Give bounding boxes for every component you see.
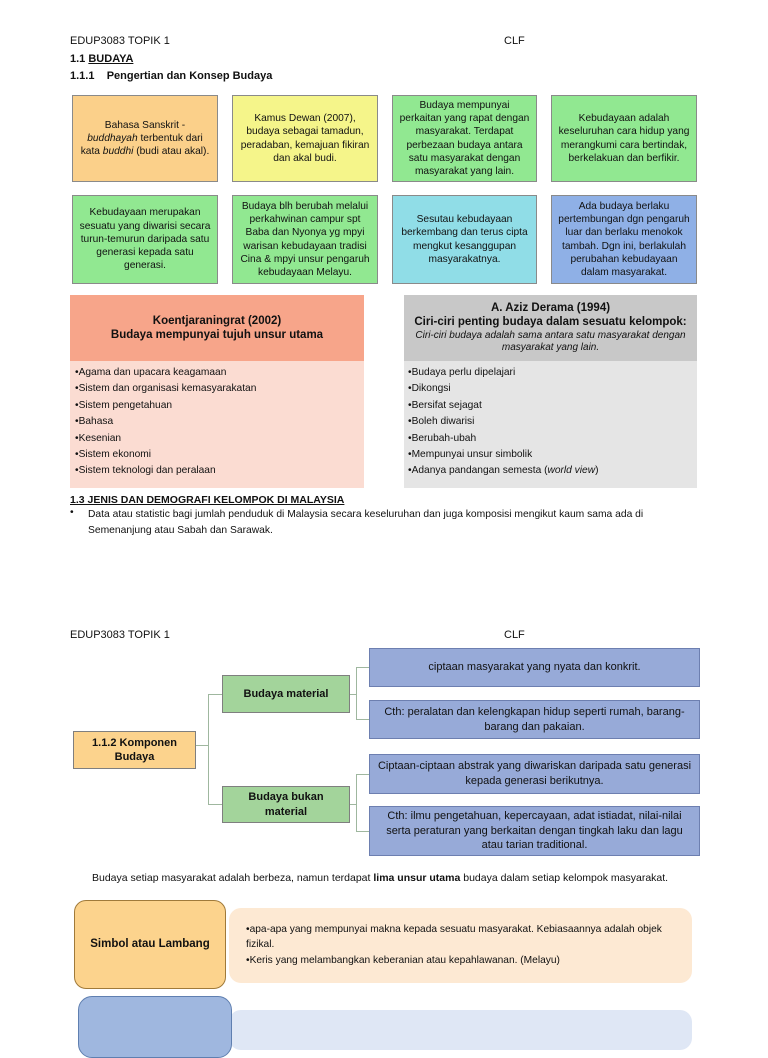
koentjaraningrat-title: Koentjaraningrat (2002)	[152, 315, 282, 327]
node-line: Budaya	[114, 751, 155, 763]
intro-emphasis: lima unsur utama	[373, 872, 461, 884]
list-item: •Sistem pengetahuan	[75, 399, 173, 411]
section-title-text: BUDAYA	[88, 53, 134, 65]
aziz-derama-header	[404, 295, 697, 361]
list-item: •Sistem dan organisasi kemasyarakatan	[75, 383, 257, 395]
section-number: 1.1	[70, 53, 86, 65]
connector-line	[356, 774, 369, 775]
list-item-tail: )	[595, 465, 599, 477]
five-elements-intro	[92, 872, 668, 884]
koentjaraningrat-subtitle: Budaya mempunyai tujuh unsur utama	[110, 329, 324, 341]
section-1-3-title: 1.3 JENIS DAN DEMOGRAFI KELOMPOK DI MALAYSIA	[70, 494, 345, 506]
aziz-derama-list	[408, 365, 598, 480]
connector-line	[356, 831, 369, 832]
intro-text: Budaya setiap masyarakat adalah berbeza, namun terdapat	[92, 872, 374, 884]
page2-header-left: EDUP3083 TOPIK 1	[70, 629, 170, 641]
list-item: •Berubah-ubah	[408, 432, 477, 444]
connector-line	[196, 745, 208, 746]
connector-line	[356, 667, 369, 668]
material-definition: ciptaan masyarakat yang nyata dan konkrit.	[369, 648, 700, 687]
list-item: •apa-apa yang mempunyai makna kepada sesuatu masyarakat. Kebiasaannya adalah objek fizikal.	[246, 924, 662, 950]
node-line: Budaya bukan	[248, 791, 324, 804]
connector-line	[208, 804, 222, 805]
aziz-derama-note: Ciri-ciri budaya adalah sama antara satu masyarakat dengan masyarakat yang lain.	[415, 329, 686, 353]
next-element-label	[78, 996, 232, 1058]
connector-line	[208, 694, 209, 805]
page1-header-left: EDUP3083 TOPIK 1	[70, 35, 170, 47]
section-1-3-bullet: •	[70, 507, 74, 518]
aziz-derama-title: A. Aziz Derama (1994)	[490, 301, 611, 314]
definition-box-kamus-dewan: Kamus Dewan (2007), budaya sebagai tamadun, peradaban, kemajuan fikiran dan akal budi.	[232, 95, 378, 182]
node-line: material	[264, 805, 308, 818]
komponen-budaya-node	[73, 731, 196, 769]
definition-box-diwarisi: Kebudayaan merupakan sesuatu yang diwarisi secara turun-temurun daripada satu generasi kepada satu generasi.	[72, 195, 218, 284]
list-item: •Bahasa	[75, 416, 114, 428]
list-item: •Bersifat sejagat	[408, 399, 482, 411]
definition-box-keseluruhan: Kebudayaan adalah keseluruhan cara hidup yang merangkumi cara bertindak, berkelakuan dan berfikir.	[551, 95, 697, 182]
sanskrit-tail: (budi atau akal).	[133, 146, 210, 158]
page1-header-right: CLF	[504, 35, 525, 47]
koentjaraningrat-header	[70, 295, 364, 361]
budaya-bukan-material-node	[222, 786, 350, 823]
list-item: •Boleh diwarisi	[408, 416, 475, 428]
node-line: 1.1.2 Komponen	[92, 736, 177, 749]
list-item: •Sistem teknologi dan peralaan	[75, 465, 216, 477]
definition-box-perkaitan: Budaya mempunyai perkaitan yang rapat dengan masyarakat. Terdapat perbezaan budaya antara satu masyarakat dengan masyarakat yang lain.	[392, 95, 537, 182]
nonmaterial-example: Cth: ilmu pengetahuan, kepercayaan, adat istiadat, nilai-nilai serta peraturan yang berkaitan dengan tingkah laku dan lagu atau tarian traditional.	[369, 806, 700, 856]
section-title	[70, 53, 133, 65]
sanskrit-word-buddhayah: buddhayah	[87, 132, 138, 144]
aziz-derama-subtitle: Ciri-ciri penting budaya dalam sesuatu kelompok:	[414, 315, 687, 328]
list-item: •Mempunyai unsur simbolik	[408, 449, 533, 461]
section-1-3-line: Data atau statistic bagi jumlah penduduk di Malaysia secara keseluruhan dan juga komposisi mengikut kaum sama ada di	[88, 509, 644, 520]
budaya-material-node: Budaya material	[222, 675, 350, 713]
list-item: •Dikongsi	[408, 383, 451, 395]
list-item: •Budaya perlu dipelajari	[408, 367, 516, 378]
connector-line	[356, 774, 357, 832]
list-item: •Keris yang melambangkan keberanian atau kepahlawanan. (Melayu)	[246, 955, 560, 966]
sanskrit-line: Bahasa Sanskrit -	[104, 119, 186, 131]
section-1-3-text	[88, 507, 643, 538]
connector-line	[356, 667, 357, 720]
definition-box-pertembungan: Ada budaya berlaku pertembungan dgn pengaruh luar dan berlaku menokok tambah. Dgn ini, berlakulah perubahan kebudayaan dalam masyarakat.	[551, 195, 697, 284]
sanskrit-mid: terbentuk dari kata	[80, 132, 203, 158]
material-example: Cth: peralatan dan kelengkapan hidup seperti rumah, barang-barang dan pakaian.	[369, 700, 700, 739]
sanskrit-word-buddhi: buddhi	[102, 146, 134, 158]
connector-line	[356, 719, 369, 720]
connector-line	[208, 694, 222, 695]
section-1-3-line: Semenanjung atau Sabah dan Sarawak.	[88, 524, 273, 536]
intro-text: budaya dalam setiap kelompok masyarakat.	[460, 872, 669, 884]
simbol-atau-lambang-label: Simbol atau Lambang	[74, 900, 226, 989]
list-item-emphasis: world view	[547, 465, 596, 477]
list-item	[408, 463, 598, 479]
definition-box-berkembang: Sesutau kebudayaan berkembang dan terus cipta mengkut kesanggupan masyarakatnya.	[392, 195, 537, 284]
subsection-title: 1.1.1 Pengertian dan Konsep Budaya	[70, 70, 273, 82]
next-description-panel	[229, 1010, 692, 1050]
simbol-description-list	[246, 923, 666, 969]
list-item: •Sistem ekonomi	[75, 449, 152, 461]
definition-box-baba-nyonya: Budaya blh berubah melalui perkahwinan campur spt Baba dan Nyonya yg mpyi warisan kebudayaan tradisi Cina & mpyi unsur pengaruh kebudayaan Melayu.	[232, 195, 378, 284]
list-item-text: •Adanya pandangan semesta (	[408, 465, 548, 477]
list-item: •Agama dan upacara keagamaan	[75, 367, 227, 378]
list-item: •Kesenian	[75, 432, 122, 444]
koentjaraningrat-list	[75, 365, 256, 480]
definition-box-sanskrit	[72, 95, 218, 182]
nonmaterial-definition: Ciptaan-ciptaan abstrak yang diwariskan daripada satu generasi kepada generasi berikutnya.	[369, 754, 700, 794]
page2-header-right: CLF	[504, 629, 525, 641]
